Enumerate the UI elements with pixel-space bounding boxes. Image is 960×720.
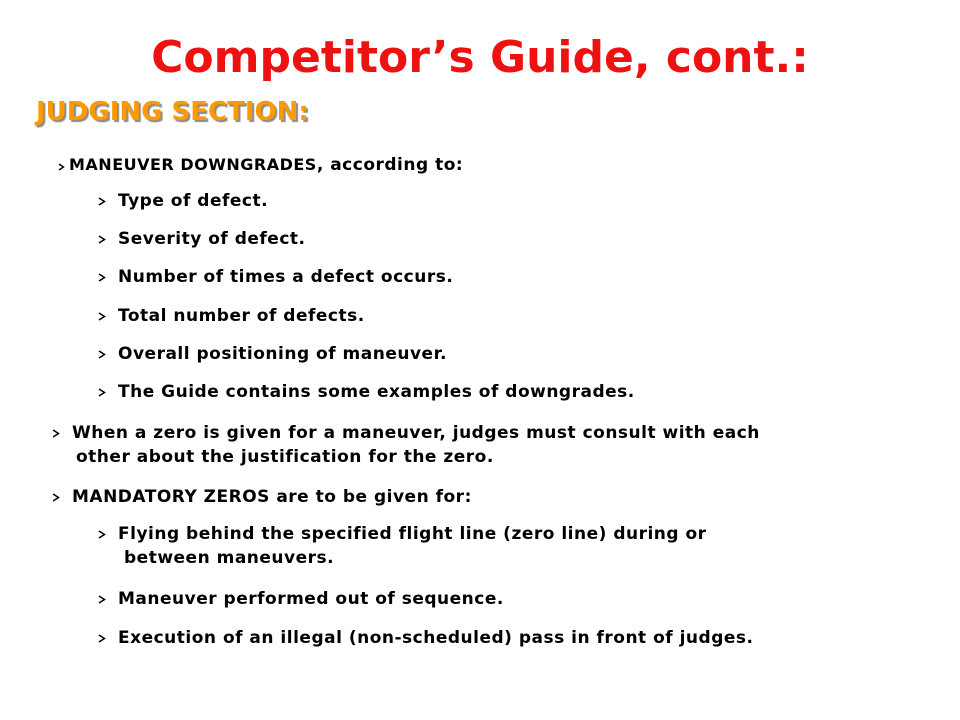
arrow-bullet-icon	[98, 197, 106, 206]
arrow-bullet-icon	[52, 429, 60, 438]
arrow-bullet-icon	[98, 312, 106, 321]
downgrade-item: The Guide contains some examples of downgrades.	[98, 380, 635, 404]
arrow-bullet-icon	[52, 493, 60, 502]
mandatory-zeros-bullet	[52, 485, 472, 509]
arrow-bullet-icon	[98, 634, 106, 643]
arrow-bullet-icon	[98, 595, 106, 604]
downgrade-item: Severity of defect.	[98, 227, 306, 251]
mandatory-zero-item: Maneuver performed out of sequence.	[98, 587, 504, 611]
downgrade-item: Total number of defects.	[98, 304, 365, 328]
downgrade-item: Number of times a defect occurs.	[98, 265, 453, 289]
arrow-bullet-icon	[98, 350, 106, 359]
slide-title: Competitor’s Guide, cont.:	[151, 32, 809, 83]
arrow-bullet-icon	[58, 163, 65, 171]
arrow-bullet-icon	[98, 235, 106, 244]
arrow-bullet-icon	[98, 388, 106, 397]
downgrade-item: Overall positioning of maneuver.	[98, 342, 447, 366]
zero-consult-bullet	[52, 421, 760, 469]
arrow-bullet-icon	[98, 530, 106, 539]
downgrades-tail: , according to:	[316, 155, 464, 175]
zero-consult-line1: When a zero is given for a maneuver, judges must consult with each	[72, 423, 760, 443]
mandatory-zeros-text: MANDATORY ZEROS are to be given for:	[72, 487, 472, 507]
mandatory-zero-item: Execution of an illegal (non-scheduled) pass in front of judges.	[98, 626, 753, 650]
zero-consult-line2: other about the justification for the zero.	[76, 447, 494, 467]
mandatory-zero-item: Flying behind the specified flight line (zero line) during or between maneuvers.	[98, 522, 707, 570]
downgrade-item: Type of defect.	[98, 189, 268, 213]
section-heading: JUDGING SECTION:	[36, 97, 309, 127]
arrow-bullet-icon	[98, 273, 106, 282]
downgrades-bullet	[58, 153, 463, 177]
downgrades-lead: MANEUVER DOWNGRADES	[69, 155, 317, 174]
